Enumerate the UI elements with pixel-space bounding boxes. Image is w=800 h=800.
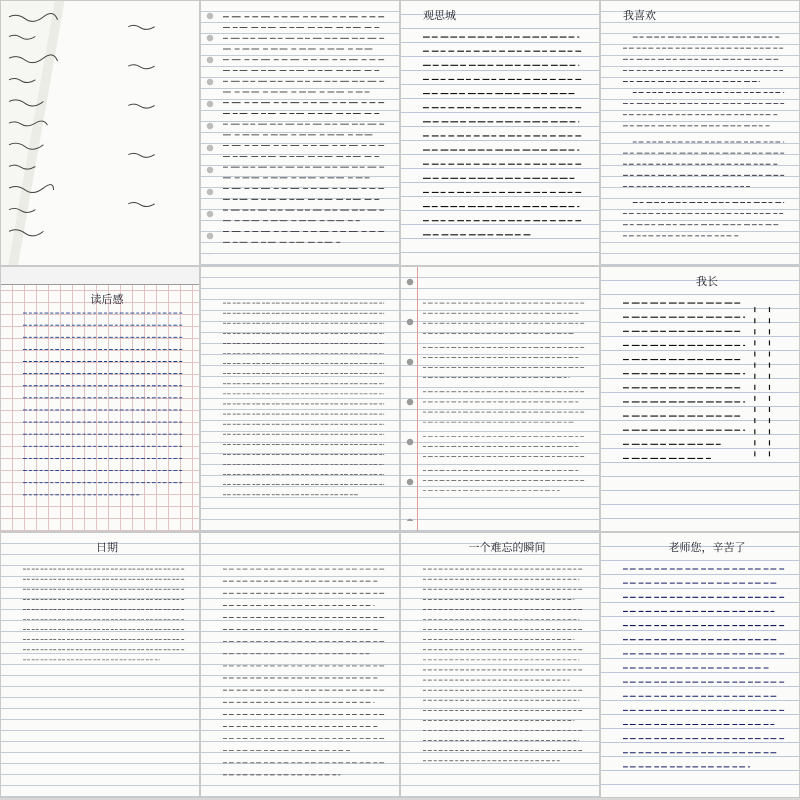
binder-holes <box>405 277 415 521</box>
notebook-page-8 <box>600 266 800 532</box>
notebook-page-6 <box>200 266 400 532</box>
page-header: 老师您，辛苦了 <box>668 541 746 554</box>
notebook-page-9 <box>0 532 200 798</box>
notebook-page-5 <box>0 266 200 532</box>
notebook-page-12 <box>600 532 800 798</box>
page-header: 观思城 <box>423 9 456 22</box>
page-header: 我长 <box>696 275 718 288</box>
binder-holes <box>205 11 215 255</box>
form-header-strip <box>1 267 199 285</box>
notebook-page-4 <box>600 0 800 266</box>
page-header: 我喜欢 <box>623 9 656 22</box>
page-header: 读后感 <box>90 293 124 306</box>
page-header: 日期 <box>96 541 118 554</box>
page-header: 一个难忘的瞬间 <box>468 541 546 554</box>
notebook-page-1 <box>0 0 200 266</box>
notebook-page-3 <box>400 0 600 266</box>
notebook-page-7 <box>400 266 600 532</box>
notebook-page-10 <box>200 532 400 798</box>
notebook-page-11 <box>400 532 600 798</box>
notebook-page-2 <box>200 0 400 266</box>
